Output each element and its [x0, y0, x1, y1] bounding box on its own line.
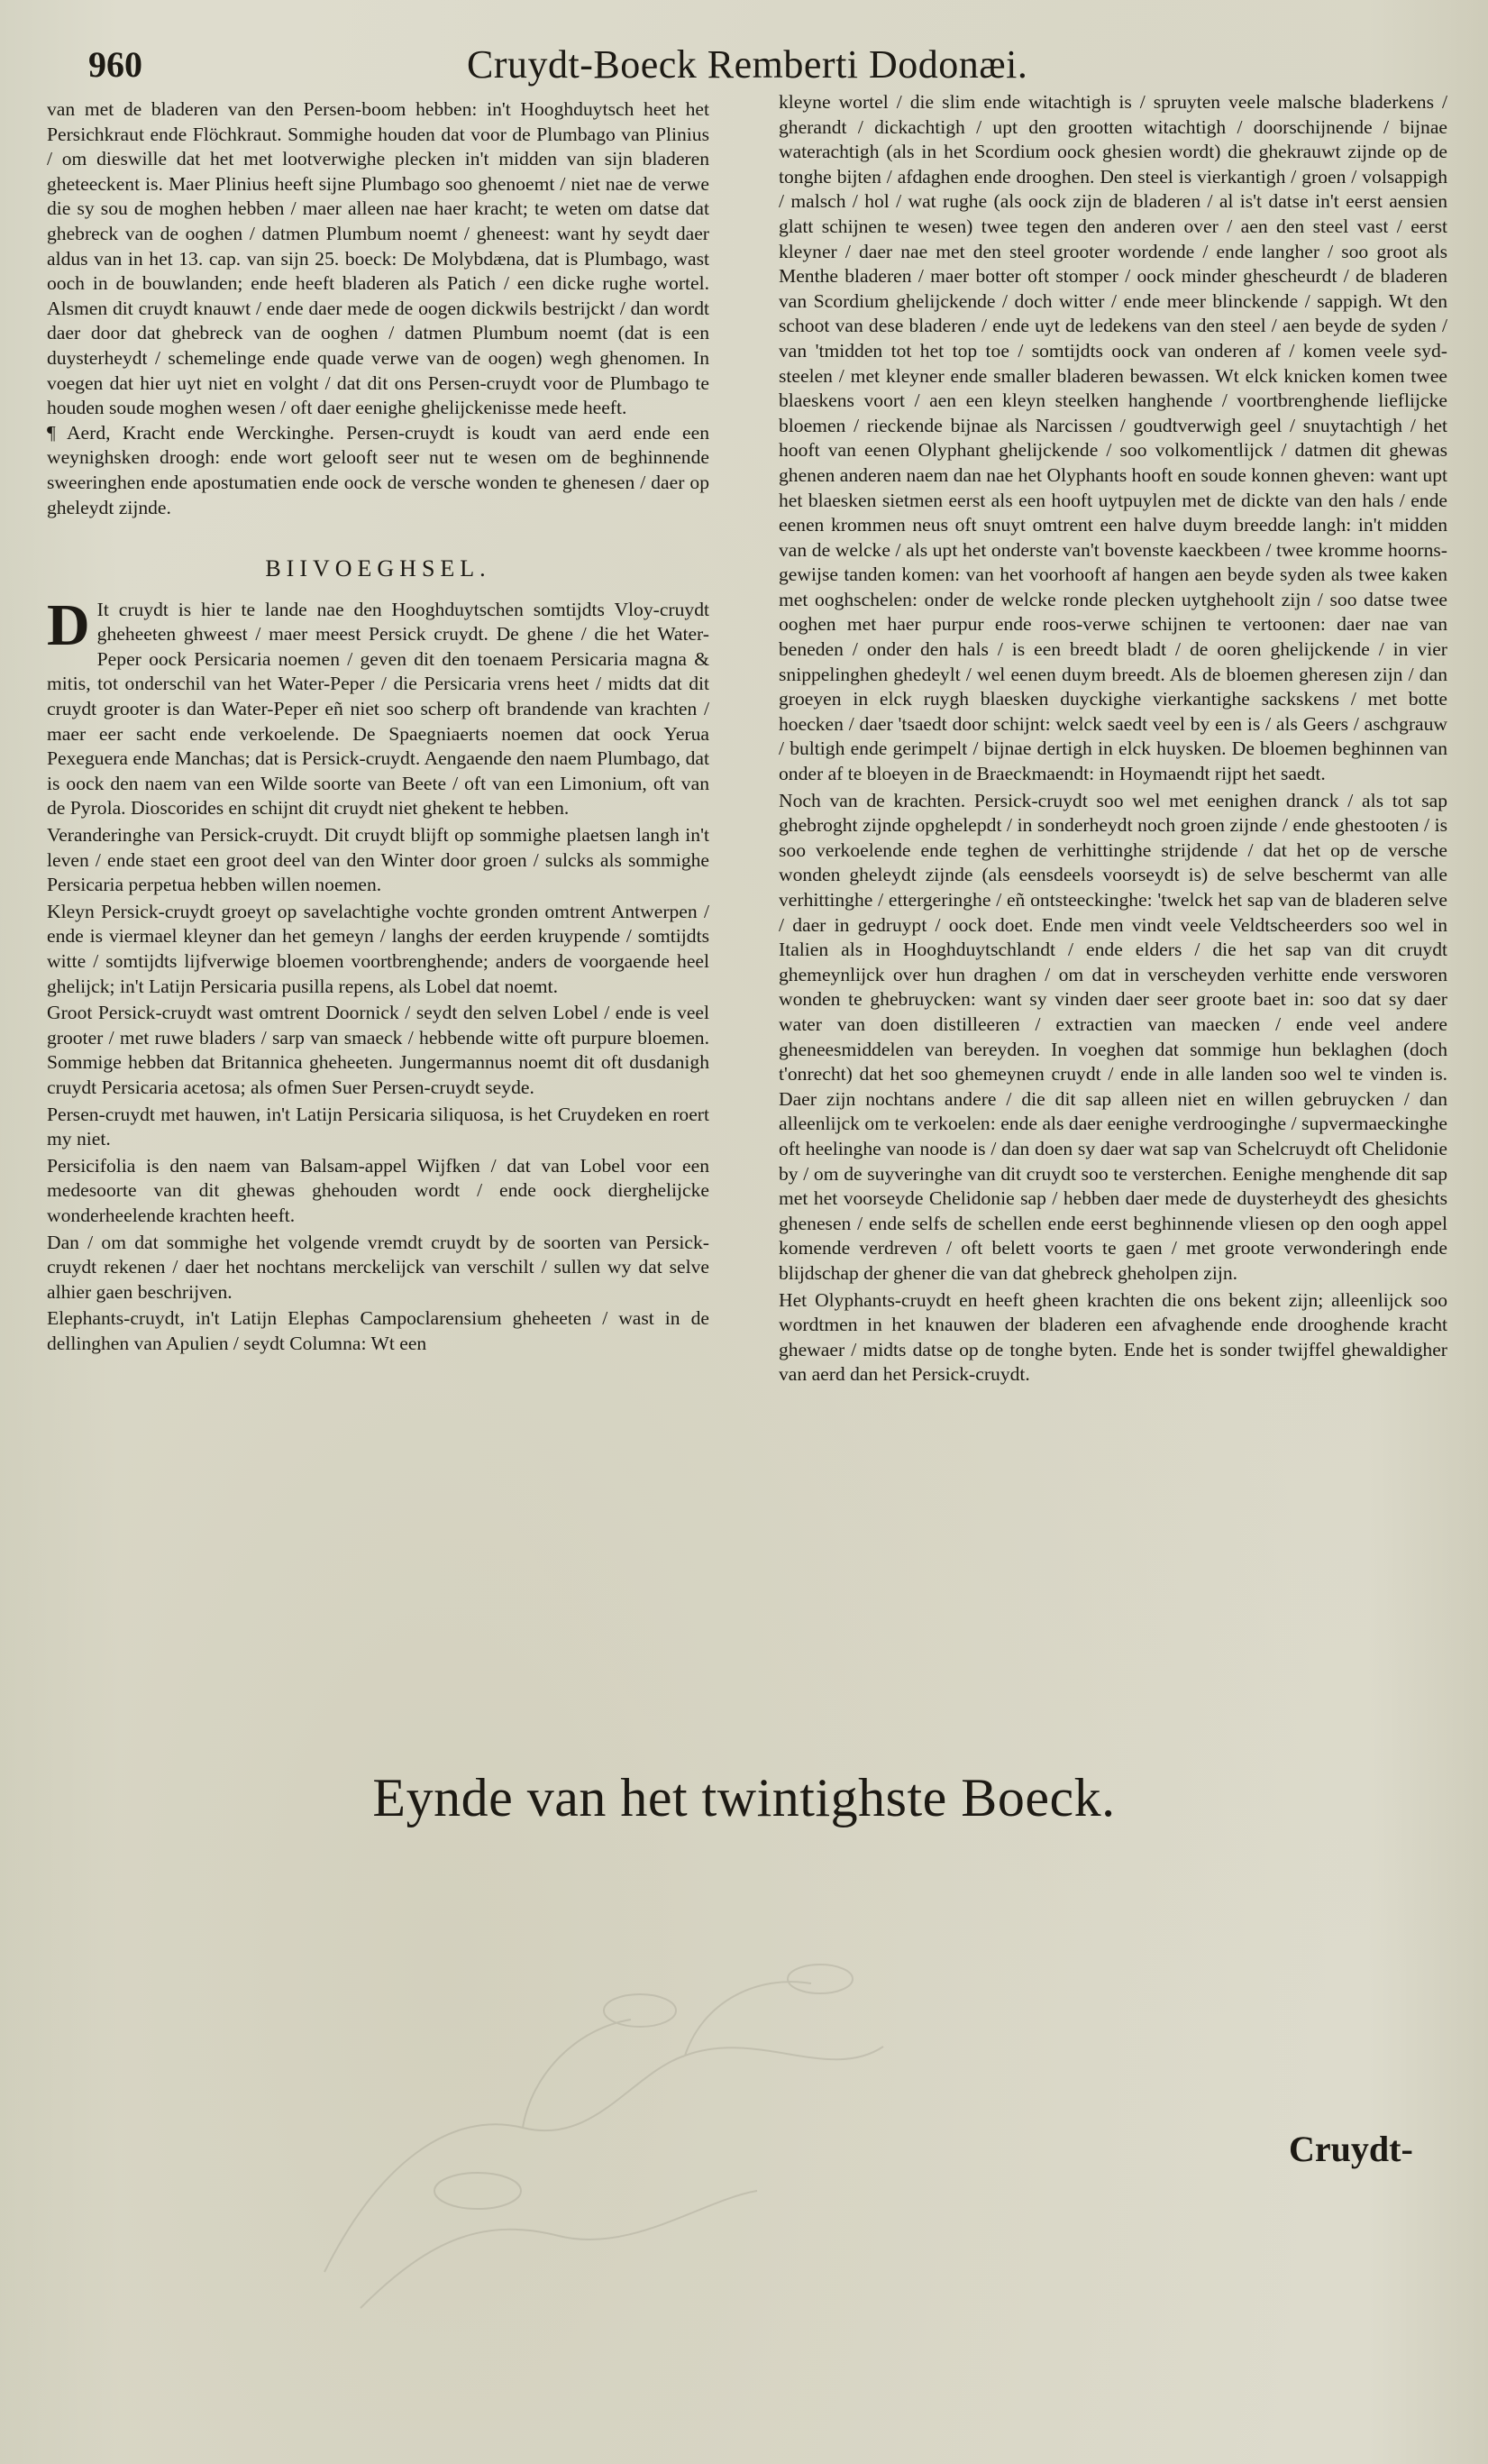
closing-title: Eynde van het twintighste Boeck. [372, 1768, 1116, 1827]
catchword: Cruydt- [1289, 2129, 1413, 2169]
first-body-text: It cruydt is hier te lande nae den Hooghduytschen somtijdts Vloy-cruydt gheheeten ghweest / maer meest Persick cruydt. De ghene / die het Water-Peper oock Persicaria noemen / geven dit den toenaem Persicaria magna & mitis, tot onderschil van het Water-Peper / die Persicaria vrens heet / midts dat dit cruydt grooter is dan Water-Peper eñ niet soo scherp oft brandende van krachten / maer eer sacht ende verkoelende. De Spaegniaerts noemen dat oock Yerua Pexeguera ende Manchas; dat is Persick-cruydt. Aengaende den naem Plumbago, dat is oock den naem van een Wilde soorte van Beete / oft van een Limonium, oft van de Pyrola. Dioscorides en schijnt dit cruydt niet ghekent te hebben. [47, 598, 709, 820]
body-paragraph: Elephants-cruydt, in't Latijn Elephas Campoclarensium gheheeten / wast in de dellinghen van Apulien / seydt Columna: Wt een [47, 1307, 709, 1354]
body-paragraph: Persicifolia is den naem van Balsam-appel Wijfken / dat van Lobel voor een medesoorte van dit ghewas ghehouden wordt / ende oock dierghelijcke wonderheelende krachten heeft. [47, 1154, 709, 1226]
elephant-description-paragraph: kleyne wortel / die slim ende witachtigh is / spruyten veele malsche bladerkens / gherandt / dickachtigh / upt den grootten witachtigh / doorschijnende / bijnae waterachtigh (als in het Scordium oock ghesien wordt) die ghekrauwt zijnde op de tonghe bijten / afdaghen ende drooghen. Den steel is vierkantigh / groen / volsappigh / malsch / hol / wat rughe (als oock zijn de bladeren / al is't datse in't eerst aensien glatt schijnen te wesen) twee tegen den anderen over / aen den steel vast / eerst kleyner / daer nae met den steel grooter wordende / ende langher / soo groot als Menthe bladeren / maer botter oft stomper / oock minder ghescheurdt / de bladeren van Scordium ghelijckende / doch witter / ende meer blinckende / sappigh. Wt den schoot van dese bladeren / ende uyt de ledekens van den steel / aen beyde de syden / van 'tmidden tot het top toe / somtijdts oock van onderen af / komen veele syd-steelen / met kleyner ende smaller bladeren bewassen. Wt elck knicken komen twee blaeskens voort / aen een kleyn steelken hanghende / voortbrenghende lieflijcke bloemen / rieckende bijnae als Narcissen / goudtverwigh geel / snuytachtigh / het hooft van eenen Olyphant ghelijckende / soo volkomentlijck / datmen dit ghewas ghenen anderen naem dan nae het Olyphants hooft en soude konnen gheven: want upt het blaesken sietmen eerst als een hooft uytpuylen met de dickte van den hals / ende eenen krommen neus oft snuyt omtrent een halve duym breedde langh: in't midden van de welcke / als upt het onderste van't bovenste kaeckbeen / twee kromme hoorns-gewijse tanden komen: van het voorhooft af hangen aen beyde syden als twee kaken met ooghschelen: onder de welcke ronde plecken uytghehoolt zijn / soo datse twee ooghen met haer purpur ende roos-verwe schijnen te vertoonen: daer nae van beneden / onder den hals / is een breedt bladt / de ooren ghelijckende / in vier snippelinghen ghedeylt / wel eenen duym breedt. Als de bloemen gheresen zijn / dan groeyen in elck ruygh blaesken duyckighe vierkantighe sackskens / met botte hoecken / daer 'tsaedt door schijnt: welck saedt veel by een is / als Geers / aschgrauw / bultigh ende gerimpelt / bijnae dertigh in elck huysken. De bloemen beghinnen van onder af te bloeyen in de Braeckmaendt: in Hoymaendt rijpt het saedt. [779, 91, 1447, 785]
running-title: Cruydt-Boeck Remberti Dodonæi. [467, 42, 1028, 87]
body-paragraph: Kleyn Persick-cruydt groeyt op savelachtighe vochte gronden omtrent Antwerpen / ende is viermael kleyner dan het gemeyn / langhs der eerden kruypende / somtijdts witte / somtijdts lijfverwige bloemen voortbrenghende; anders de voorgaende heel ghelijck; in't Latijn Persicaria pusilla repens, als Lobel dat noemt. [47, 900, 709, 997]
intro-paragraph: van met de bladeren van den Persen-boom hebben: in't Hooghduytsch heet het Persichkraut ende Flöchkraut. Sommighe houden dat voor de Plumbago van Plinius / om dieswille dat het met lootverwighe plecken in't midden van sijn bladeren gheteeckent is. Maer Plinius heeft sijne Plumbago soo ghenoemt / niet nae de verwe die sy sou de moghen hebben / maer alleen nae haer kracht; te weten om datse dat ghebreck van de ooghen / datmen Plumbum noemt / gheneest: want hy seydt daer aldus van in het 13. cap. van sijn 25. boeck: De Molybdæna, dat is Plumbago, wast ooch in de bouwlanden; ende heeft bladeren als Patich / een dicke rughe wortel. Alsmen dit cruydt knauwt / ende daer mede de oogen dickwils bestrijckt / dan wordt daer door dat ghebreck van de ooghen / datmen Plumbum noemt (dat is een duysterheydt / schemelinge ende quade verwe van de oogen) wegh ghenomen. In voegen dat hier uyt niet en volght / dat dit ons Persen-cruydt voor de Plumbago te houden soude moghen wesen / oft daer eenighe ghelijckenisse mede heeft. [47, 98, 709, 419]
section-heading: BIIVOEGHSEL. [265, 555, 491, 582]
right-column [779, 90, 1447, 1388]
page-header [88, 38, 1098, 92]
first-body-paragraph [47, 591, 709, 821]
body-paragraph: Groot Persick-cruydt wast omtrent Doornick / seydt den selven Lobel / ende is veel grooter / met ruwe bladers / sarp van smaeck / hebbende witte oft purpure bloemen. Sommige hebben dat Britannica gheheeten. Jungermannus noemt dit oft dusdanigh cruydt Persicaria acetosa; als ofmen Suer Persen-cruydt seyde. [47, 1002, 709, 1098]
drop-cap: D [47, 591, 90, 658]
show-through-illustration [252, 1893, 1064, 2344]
body-paragraph: Dan / om dat sommighe het volgende vremdt cruydt by de soorten van Persick-cruydt rekenen / daer het nochtans merckelijck van verschilt / sullen wy dat selve alhier gaen beschrijven. [47, 1231, 709, 1303]
left-column [47, 97, 709, 1357]
body-paragraph: Persen-cruydt met hauwen, in't Latijn Persicaria siliquosa, is het Cruydeken en roert my niet. [47, 1103, 709, 1150]
aerd-kracht-paragraph: ¶ Aerd, Kracht ende Werckinghe. Persen-cruydt is koudt van aerd ende een weynighsken droogh: ende wort gelooft seer nut te wesen om de beghinnende sweeringhen ende apostumatien ende oock de versche wonden te ghenesen / daer op gheleydt zijnde. [47, 421, 709, 518]
page-number: 960 [88, 44, 142, 85]
krachten-paragraph: Noch van de krachten. Persick-cruydt soo wel met eenighen dranck / als tot sap ghebroght zijnde opghelepdt / in sonderheydt noch groen zijnde / ende ghestooten / is soo verkoelende ende teghen de verhittinghe strijdende / dat het op de versche wonden gheleydt zijnde (als eensdeels voorseydt is) de selve beschermt van alle verhittinghe / ettergeringhe / eñ ontsteeckinghe: 'twelck het sap van de bladeren selve / daer in gedruypt / oock doet. Ende men vindt veele Veldtscheerders soo wel in Italien als in Hooghduytschlandt / ende elders / die het sap van dit cruydt ghemeynlijck over hun draghen / om dat in verscheyden verhitte ende versworen wonden te ghebruycken: want sy vinden daer seer groote baet in: soo dat sy daer water van doen distilleeren / extractien van maecken / ende veel andere gheneesmiddelen van bereyden. In voeghen dat sommige hun beklaghen (doch t'onrecht) dat het soo ghemeynen cruydt / ende in alle landen soo wel te vinden is. Daer zijn nochtans andere / die dit sap alleen niet en willen gebruycken / dan alleenlijck om te verkoelen: ende als daer eenighe verdrooginghe / supvermaeckinghe oft heelinghe van noode is / dan doen sy daer wat sap van Schelcruydt oft Chelidonie by / om de suyveringhe van dit cruydt soo te versterchen. Eenighe menghende dit sap met het voorseyde Chelidonie sap / hebben daer mede de duysterheydt des ghesichts ghenesen / ende selfs de schellen ende eerst beghinnende vliesen op den oogh appel komende verdreven / oft belett voorts te gaen / met groote verwonderingh ende blijdschap der ghener die van dat ghebreck gheholpen zijn. [779, 789, 1447, 1284]
olyphants-paragraph: Het Olyphants-cruydt en heeft gheen krachten die ons bekent zijn; alleenlijck soo wordtmen in het knauwen der bladeren een afvaghende ende drooghende kracht ghewaer / midts datse op de tonghe byten. Ende het is sonder twijffel ghewaldigher van aerd dan het Persick-cruydt. [779, 1288, 1447, 1386]
body-paragraph: Veranderinghe van Persick-cruydt. Dit cruydt blijft op sommighe plaetsen langh in't leven / ende staet een groot deel van den Winter door groen / sulcks als sommighe Persicaria perpetua hebben willen noemen. [47, 824, 709, 896]
